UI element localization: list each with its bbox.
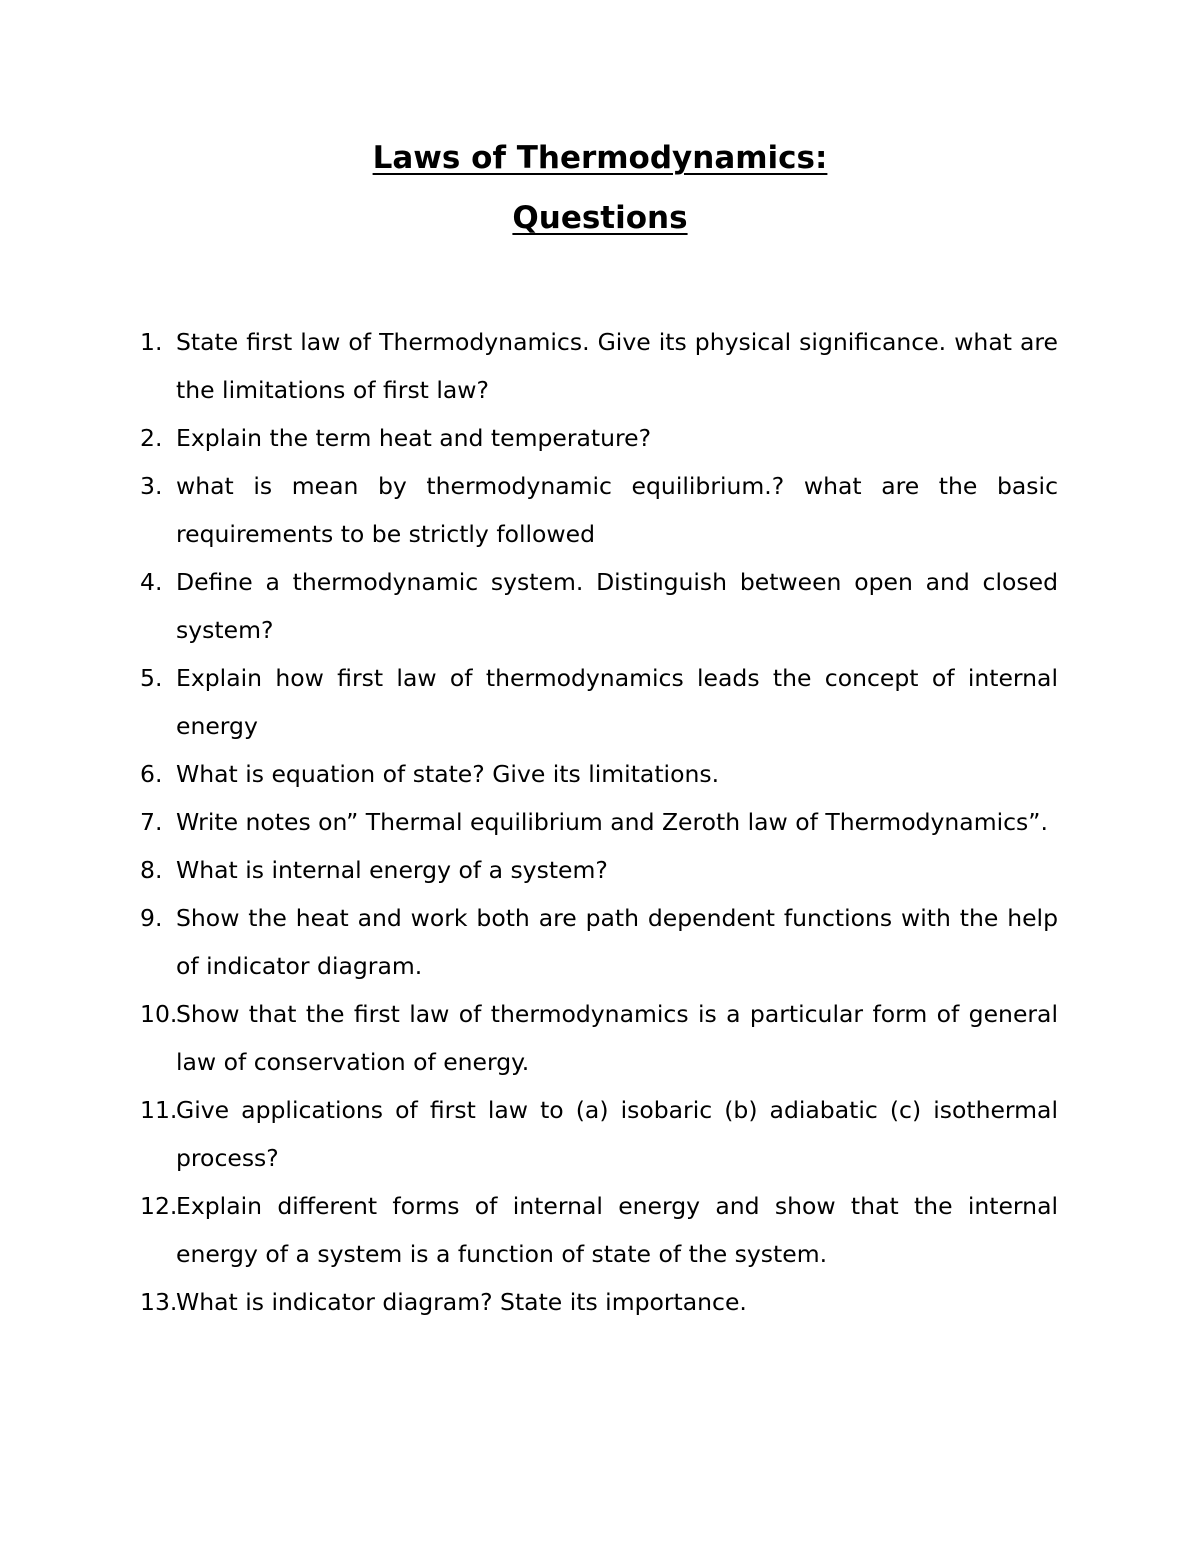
question-number: 11. bbox=[140, 1096, 178, 1124]
question-text: Show that the first law of thermodynamics is a particular form of general law of conservation of energy. bbox=[176, 1000, 1058, 1076]
question-number: 2. bbox=[140, 424, 163, 452]
question-text: Write notes on” Thermal equilibrium and Zeroth law of Thermodynamics”. bbox=[176, 808, 1048, 836]
question-item bbox=[140, 318, 1058, 414]
question-item bbox=[140, 1182, 1058, 1278]
question-text: What is equation of state? Give its limitations. bbox=[176, 760, 720, 788]
question-text: Explain the term heat and temperature? bbox=[176, 424, 652, 452]
question-text: What is internal energy of a system? bbox=[176, 856, 608, 884]
question-text: Explain how first law of thermodynamics leads the concept of internal energy bbox=[176, 664, 1058, 740]
question-number: 8. bbox=[140, 856, 163, 884]
page-title: Laws of Thermodynamics: bbox=[372, 140, 828, 176]
question-item bbox=[140, 414, 1058, 462]
question-item bbox=[140, 750, 1058, 798]
question-item bbox=[140, 462, 1058, 558]
question-number: 4. bbox=[140, 568, 163, 596]
question-item bbox=[140, 558, 1058, 654]
page-subtitle: Questions bbox=[512, 200, 688, 236]
question-item bbox=[140, 1278, 1058, 1326]
question-number: 5. bbox=[140, 664, 163, 692]
question-item bbox=[140, 1086, 1058, 1182]
question-item bbox=[140, 894, 1058, 990]
question-number: 3. bbox=[140, 472, 163, 500]
question-list bbox=[140, 318, 1058, 1326]
question-text: Define a thermodynamic system. Distinguish between open and closed system? bbox=[176, 568, 1058, 644]
question-number: 6. bbox=[140, 760, 163, 788]
question-item bbox=[140, 846, 1058, 894]
question-item bbox=[140, 654, 1058, 750]
question-number: 7. bbox=[140, 808, 163, 836]
question-text: Give applications of first law to (a) isobaric (b) adiabatic (c) isothermal process? bbox=[176, 1096, 1058, 1172]
question-text: State first law of Thermodynamics. Give its physical significance. what are the limitations of first law? bbox=[176, 328, 1058, 404]
question-text: Explain different forms of internal energy and show that the internal energy of a system is a function of state of the system. bbox=[176, 1192, 1058, 1268]
question-number: 1. bbox=[140, 328, 163, 356]
question-number: 10. bbox=[140, 1000, 178, 1028]
question-item bbox=[140, 798, 1058, 846]
question-number: 9. bbox=[140, 904, 163, 932]
question-text: Show the heat and work both are path dependent functions with the help of indicator diagram. bbox=[176, 904, 1058, 980]
question-text: what is mean by thermodynamic equilibrium.? what are the basic requirements to be strictly followed bbox=[176, 472, 1058, 548]
question-number: 12. bbox=[140, 1192, 178, 1220]
question-item bbox=[140, 990, 1058, 1086]
question-number: 13. bbox=[140, 1288, 178, 1316]
question-text: What is indicator diagram? State its importance. bbox=[176, 1288, 747, 1316]
